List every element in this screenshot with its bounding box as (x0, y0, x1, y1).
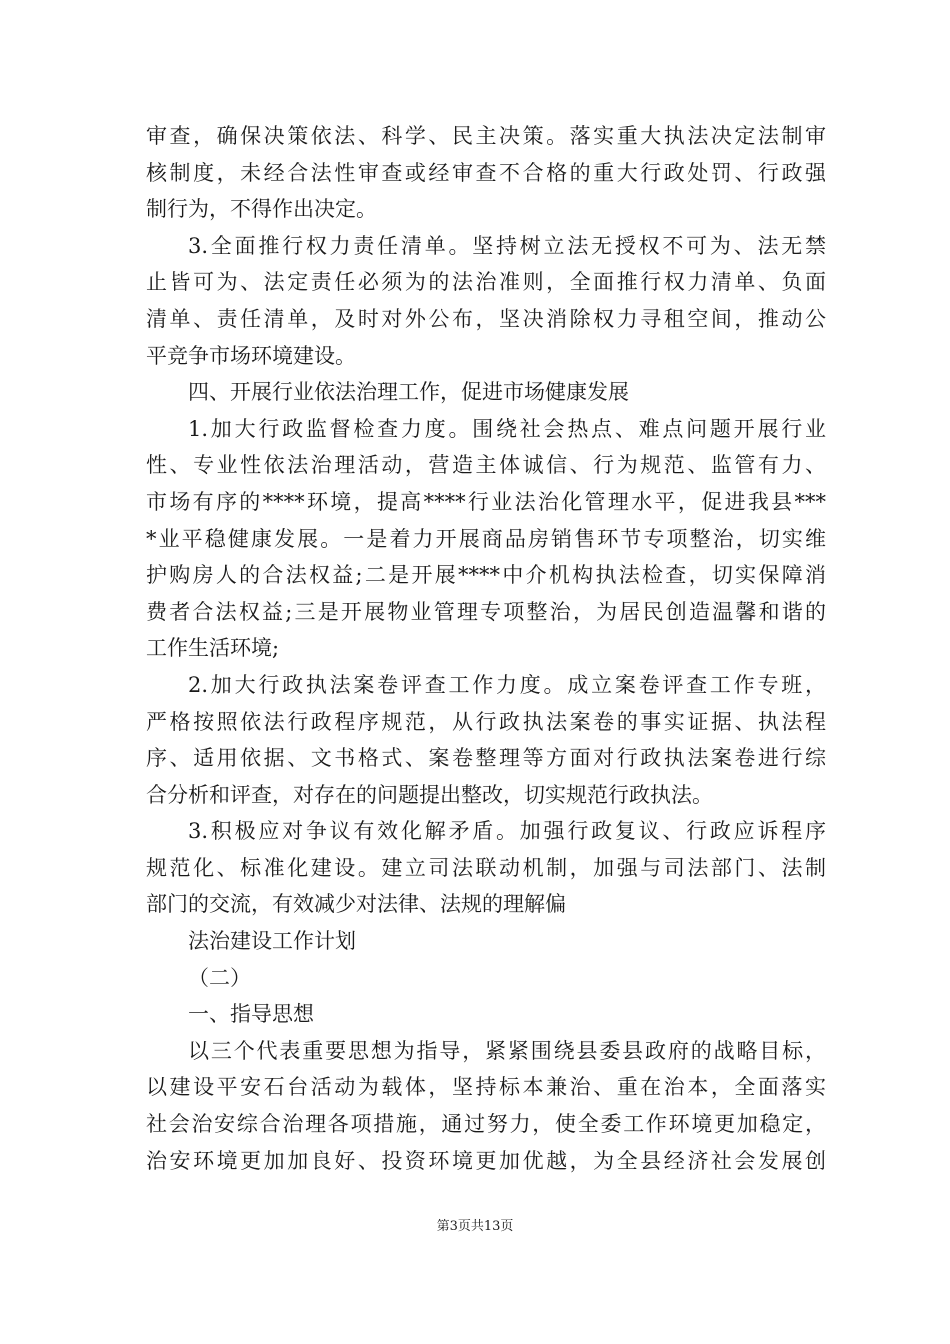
text-line: 工作生活环境; (146, 636, 280, 661)
numbered-item: 3.全面推行权力责任清单。坚持树立法无授权不可为、法无禁 (188, 233, 826, 258)
numbered-item: 3.积极应对争议有效化解矛盾。加强行政复议、行政应诉程序 (188, 819, 826, 844)
text-line: 核制度，未经合法性审查或经审查不合格的重大行政处罚、行政强 (146, 160, 826, 185)
document-subtitle: （二） (188, 965, 251, 990)
text-line: *业平稳健康发展。一是着力开展商品房销售环节专项整治，切实维 (146, 526, 826, 551)
text-line: 审查，确保决策依法、科学、民主决策。落实重大执法决定法制审 (146, 124, 826, 148)
document-body (146, 118, 826, 1179)
text-line: 止皆可为、法定责任必须为的法治准则，全面推行权力清单、负面 (146, 270, 826, 295)
text-line: 市场有序的****环境，提高****行业法治化管理水平，促进我县*** (146, 489, 826, 514)
text-line: 费者合法权益;三是开展物业管理专项整治，为居民创造温馨和谐的 (146, 599, 826, 624)
page-number-label: 第3页共13页 (436, 1219, 514, 1234)
text-line: 护购房人的合法权益;二是开展****中介机构执法检查，切实保障消 (146, 563, 826, 588)
document-title: 法治建设工作计划 (188, 929, 356, 954)
section-heading: 四、开展行业依法治理工作，促进市场健康发展 (188, 380, 629, 405)
text-line: 性、专业性依法治理活动，营造主体诚信、行为规范、监管有力、 (146, 453, 826, 478)
text-line: 以建设平安石台活动为载体，坚持标本兼治、重在治本，全面落实 (146, 1075, 826, 1100)
section-heading: 一、指导思想 (188, 1002, 314, 1027)
numbered-item: 1.加大行政监督检查力度。围绕社会热点、难点问题开展行业 (188, 416, 826, 441)
text-line: 规范化、标准化建设。建立司法联动机制，加强与司法部门、法制 (146, 855, 826, 880)
text-line: 合分析和评查，对存在的问题提出整改，切实规范行政执法。 (146, 782, 713, 807)
text-line: 严格按照依法行政程序规范，从行政执法案卷的事实证据、执法程 (146, 709, 826, 734)
text-line: 以三个代表重要思想为指导，紧紧围绕县委县政府的战略目标， (188, 1038, 826, 1063)
text-line: 治安环境更加加良好、投资环境更加优越，为全县经济社会发展创 (146, 1148, 826, 1173)
text-line: 部门的交流，有效减少对法律、法规的理解偏 (146, 892, 566, 917)
text-line: 制行为，不得作出决定。 (146, 197, 377, 222)
text-line: 平竞争市场环境建设。 (146, 343, 356, 368)
text-line: 序、适用依据、文书格式、案卷整理等方面对行政执法案卷进行综 (146, 746, 826, 771)
text-line: 清单、责任清单，及时对外公布，坚决消除权力寻租空间，推动公 (146, 306, 826, 331)
page-footer (0, 1215, 950, 1234)
text-line: 社会治安综合治理各项措施，通过努力，使全委工作环境更加稳定， (146, 1112, 826, 1137)
numbered-item: 2.加大行政执法案卷评查工作力度。成立案卷评查工作专班， (188, 672, 826, 697)
